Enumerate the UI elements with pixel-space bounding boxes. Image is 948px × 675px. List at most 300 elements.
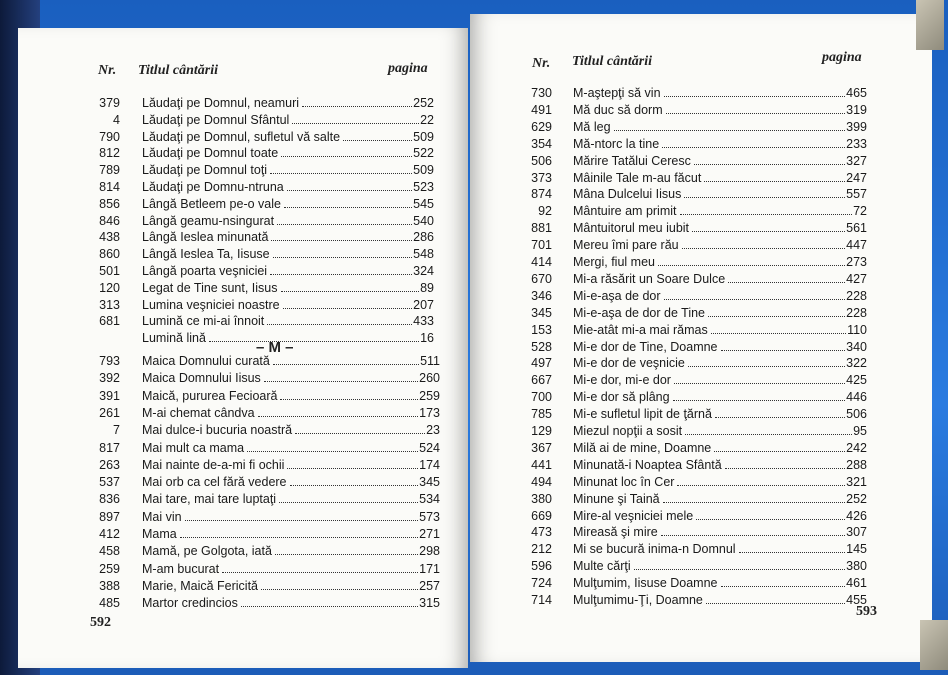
song-title: Mâna Dulcelui Iisus [573, 187, 682, 202]
leader-dots [634, 568, 845, 570]
leader-dots [273, 256, 413, 258]
leader-dots [658, 264, 845, 266]
leader-dots [258, 415, 419, 417]
song-number: 537 [99, 475, 120, 490]
song-title: Mai orb ca cel fără vedere [142, 475, 287, 490]
song-title: Lângă poarta veşniciei [142, 264, 268, 278]
song-number: 681 [99, 314, 120, 329]
song-page: 399 [846, 119, 867, 134]
index-row [520, 542, 867, 558]
song-page: 174 [419, 457, 440, 472]
song-title: Mi se bucură inima-n Domnul [573, 542, 736, 557]
song-title: Maica Domnului curată [142, 354, 270, 368]
leader-dots [680, 213, 853, 215]
index-row [520, 238, 867, 254]
leader-dots [662, 146, 845, 148]
index-row [88, 314, 434, 330]
song-title: Mai vin [142, 509, 182, 524]
song-number: 491 [531, 102, 552, 117]
leader-dots [275, 553, 418, 555]
leader-dots [222, 571, 418, 573]
song-page: 573 [419, 509, 440, 524]
leader-dots [270, 172, 412, 174]
leader-dots [292, 122, 419, 124]
song-number: 860 [99, 247, 120, 262]
song-title: Mamă, pe Golgota, iată [142, 544, 272, 559]
song-page: 252 [413, 96, 434, 110]
song-number: 438 [99, 230, 120, 245]
song-page: 22 [420, 112, 434, 127]
song-title: Mi-e-aşa de dor de Tine [573, 305, 706, 320]
song-page: 319 [846, 102, 867, 117]
leader-dots [281, 155, 412, 157]
song-number: 392 [99, 371, 120, 386]
page-number-right: 593 [856, 604, 877, 619]
song-title: Lăudaţi pe Domnu-ntruna [142, 180, 284, 194]
song-title: Mereu îmi pare rău [573, 238, 679, 253]
song-number: 881 [531, 221, 552, 236]
leader-dots [295, 432, 425, 434]
index-row [88, 527, 440, 543]
song-page: 145 [846, 542, 867, 557]
song-title: M-am bucurat [142, 561, 220, 576]
song-number: 380 [531, 491, 552, 506]
song-number: 345 [531, 305, 552, 320]
song-title: Maică, pururea Fecioară [142, 388, 278, 403]
song-number: 667 [531, 373, 552, 388]
leader-dots [287, 189, 412, 191]
song-number: 730 [531, 86, 552, 100]
song-title: Mâinile Tale m-au făcut [573, 170, 702, 185]
header-page: pagina [822, 50, 862, 65]
song-title: Marie, Maică Fericită [142, 578, 258, 593]
song-number: 473 [531, 525, 552, 540]
song-number: 346 [531, 288, 552, 303]
index-row [520, 559, 867, 575]
song-number: 261 [99, 405, 120, 420]
leader-dots [673, 399, 846, 401]
song-title: Lăudaţi pe Domnul, sufletul vă salte [142, 129, 341, 144]
song-page: 433 [413, 314, 434, 329]
song-title: M-ai chemat cândva [142, 405, 255, 420]
song-title: Lăudaţi pe Domnul, neamuri [142, 96, 300, 110]
song-number: 700 [531, 390, 552, 405]
leader-dots [714, 450, 845, 452]
leader-dots [209, 340, 419, 342]
index-row [520, 475, 867, 491]
song-page: 340 [846, 339, 867, 354]
song-title: Multe cărţi [573, 559, 631, 574]
song-title: Mai nainte de-a-mi fi ochii [142, 457, 285, 472]
index-row [88, 96, 434, 112]
song-page: 506 [846, 407, 867, 422]
song-number: 856 [99, 196, 120, 211]
song-page: 207 [413, 297, 434, 312]
song-page: 534 [419, 492, 440, 507]
leader-dots [290, 484, 419, 486]
song-title: Mulţumim, Iisuse Doamne [573, 576, 718, 591]
index-row [520, 424, 867, 440]
song-page: 455 [846, 593, 867, 607]
song-page: 72 [853, 204, 867, 219]
section-letter-m: – M – [256, 339, 294, 356]
song-page: 540 [413, 213, 434, 228]
song-number: 494 [531, 474, 552, 489]
index-row [520, 154, 867, 170]
song-page: 427 [846, 271, 867, 286]
song-page: 260 [419, 371, 440, 386]
metal-corner-bottom [920, 620, 948, 670]
index-row [520, 137, 867, 153]
song-title: Minunată-i Noaptea Sfântă [573, 457, 722, 472]
song-title: Lumină ce mi-ai înnoit [142, 314, 265, 329]
index-row [88, 354, 440, 370]
index-row [520, 171, 867, 187]
song-title: Milă ai de mine, Doamne [573, 440, 712, 455]
song-title: Mântuitorul meu iubit [573, 221, 690, 236]
leader-dots [663, 501, 846, 503]
song-number: 817 [99, 440, 120, 455]
song-number: 497 [531, 356, 552, 371]
song-number: 153 [531, 322, 552, 337]
song-page: 307 [846, 525, 867, 540]
leader-dots [284, 206, 412, 208]
index-row [88, 441, 440, 457]
song-page: 16 [420, 331, 434, 346]
metal-corner-top [916, 0, 944, 50]
song-page: 511 [420, 354, 440, 368]
song-page: 298 [419, 544, 440, 559]
song-number: 701 [531, 238, 552, 253]
song-title: Mă leg [573, 119, 611, 134]
song-title: Mireasă şi mire [573, 525, 658, 540]
song-title: Minunat loc în Cer [573, 474, 675, 489]
index-row [88, 146, 434, 162]
song-title: Mi-e sufletul lipit de ţărnă [573, 407, 712, 422]
leader-dots [280, 398, 418, 400]
song-page: 446 [846, 390, 867, 405]
song-title: Mulţumimu-Ţi, Doamne [573, 593, 703, 607]
song-title: Mie-atât mi-a mai rămas [573, 322, 708, 337]
header-title: Titlul cântării [138, 63, 218, 78]
song-title: Lăudaţi pe Domnul Sfântul [142, 112, 290, 127]
index-row [88, 423, 440, 439]
song-page: 509 [413, 129, 434, 144]
song-title: Lângă Betleem pe-o vale [142, 196, 281, 211]
page-number-left: 592 [90, 615, 111, 630]
index-row [520, 340, 867, 356]
header-nr: Nr. [98, 63, 117, 78]
index-row [88, 214, 434, 230]
song-number: 379 [99, 96, 120, 110]
index-row [88, 544, 440, 560]
leader-dots [277, 223, 412, 225]
leader-dots [271, 239, 412, 241]
song-page: 322 [846, 356, 867, 371]
song-title: Mire-al veşniciei mele [573, 508, 694, 523]
song-number: 263 [99, 457, 120, 472]
leader-dots [715, 416, 845, 418]
song-number: 528 [531, 339, 552, 354]
right-page [470, 14, 932, 662]
song-page: 425 [846, 373, 867, 388]
leader-dots [694, 163, 845, 165]
song-page: 327 [846, 153, 867, 168]
song-page: 259 [419, 388, 440, 403]
song-number: 92 [538, 204, 552, 219]
song-page: 252 [846, 491, 867, 506]
song-number: 785 [531, 407, 552, 422]
leader-dots [302, 105, 412, 107]
song-title: Mai dulce-i bucuria noastră [142, 423, 293, 438]
song-title: Mă duc să dorm [573, 102, 663, 117]
leader-dots [270, 273, 412, 275]
song-page: 324 [413, 264, 434, 278]
header-page: pagina [388, 61, 428, 76]
index-row [520, 492, 867, 508]
song-page: 89 [420, 280, 434, 295]
song-page: 465 [846, 86, 867, 100]
song-number: 388 [99, 578, 120, 593]
leader-dots [241, 605, 418, 607]
index-row [88, 562, 440, 578]
song-page: 95 [853, 424, 867, 438]
leader-dots [684, 196, 845, 198]
leader-dots [666, 112, 846, 114]
song-number: 4 [113, 112, 120, 127]
index-row [520, 441, 867, 457]
song-title: Lângă Ieslea minunată [142, 230, 269, 245]
song-number: 412 [99, 527, 120, 541]
song-page: 273 [846, 255, 867, 269]
song-title: Lângă Ieslea Ta, Iisuse [142, 247, 270, 262]
song-page: 461 [846, 576, 867, 591]
song-number: 7 [113, 423, 120, 438]
song-number: 120 [99, 280, 120, 295]
leader-dots [682, 247, 846, 249]
index-row [88, 579, 440, 595]
song-number: 501 [99, 264, 120, 278]
song-page: 545 [413, 196, 434, 211]
song-page: 557 [846, 187, 867, 202]
index-row [520, 255, 867, 271]
song-page: 524 [419, 440, 440, 455]
song-number: 259 [99, 561, 120, 576]
leader-dots [739, 551, 846, 553]
song-page: 561 [846, 221, 867, 236]
song-number: 790 [99, 129, 120, 144]
song-page: 228 [846, 288, 867, 303]
leader-dots [283, 307, 413, 309]
header-title: Titlul cântării [572, 54, 652, 69]
song-number: 458 [99, 544, 120, 559]
leader-dots [728, 281, 845, 283]
song-title: Lumină lină [142, 331, 206, 346]
song-number: 874 [531, 187, 552, 202]
song-title: Mama [142, 527, 177, 541]
song-page: 257 [419, 578, 440, 593]
song-page: 380 [846, 559, 867, 574]
song-title: Maica Domnului Iisus [142, 371, 261, 386]
leader-dots [664, 95, 846, 97]
song-page: 110 [847, 322, 867, 337]
song-number: 441 [531, 457, 552, 472]
index-row [88, 458, 440, 474]
index-row [520, 593, 867, 609]
song-title: Mai tare, mai tare luptaţi [142, 492, 277, 507]
index-row [520, 373, 867, 389]
index-row [88, 197, 434, 213]
song-page: 522 [413, 146, 434, 161]
leader-dots [273, 363, 419, 365]
song-number: 354 [531, 136, 552, 151]
song-page: 523 [413, 180, 434, 194]
song-number: 414 [531, 255, 552, 269]
leader-dots [661, 534, 845, 536]
index-row [520, 289, 867, 305]
song-number: 793 [99, 354, 120, 368]
song-page: 447 [846, 238, 867, 253]
index-row [520, 323, 867, 339]
song-page: 242 [846, 440, 867, 455]
index-row [520, 509, 867, 525]
leader-dots [708, 315, 845, 317]
index-row [88, 389, 440, 405]
song-title: Mi-e dor de Tine, Doamne [573, 339, 718, 354]
index-row [520, 390, 867, 406]
index-row [520, 187, 867, 203]
index-row [88, 371, 440, 387]
song-page: 315 [419, 596, 440, 611]
leader-dots [704, 180, 845, 182]
song-number: 596 [531, 559, 552, 574]
leader-dots [685, 433, 852, 435]
song-title: Mărire Tatălui Ceresc [573, 153, 691, 168]
song-title: Martor credincios [142, 596, 238, 611]
song-number: 846 [99, 213, 120, 228]
leader-dots [674, 382, 845, 384]
song-page: 233 [846, 136, 867, 151]
song-title: Mă-ntorc la tine [573, 136, 660, 151]
leader-dots [279, 501, 418, 503]
song-page: 247 [846, 170, 867, 185]
song-title: Mi-e dor, mi-e dor [573, 373, 671, 388]
index-row [88, 113, 434, 129]
index-row [88, 180, 434, 196]
index-row [88, 475, 440, 491]
leader-dots [696, 518, 845, 520]
index-row [520, 458, 867, 474]
index-row [88, 130, 434, 146]
leader-dots [267, 323, 412, 325]
song-number: 367 [531, 440, 552, 455]
song-title: Mi-e-aşa de dor [573, 288, 661, 303]
song-page: 171 [419, 561, 440, 576]
song-number: 836 [99, 492, 120, 507]
song-number: 313 [99, 297, 120, 312]
leader-dots [706, 602, 845, 604]
left-page [18, 28, 468, 668]
song-number: 714 [531, 593, 552, 607]
song-title: Lăudaţi pe Domnul toţi [142, 163, 268, 178]
song-page: 23 [426, 423, 440, 438]
leader-dots [721, 585, 846, 587]
song-number: 391 [99, 388, 120, 403]
song-number: 629 [531, 119, 552, 134]
song-title: Lăudaţi pe Domnul toate [142, 146, 279, 161]
song-number: 129 [531, 424, 552, 438]
leader-dots [185, 519, 419, 521]
leader-dots [614, 129, 846, 131]
index-row [520, 120, 867, 136]
leader-dots [261, 588, 418, 590]
song-page: 288 [846, 457, 867, 472]
song-page: 271 [419, 527, 440, 541]
index-row [520, 221, 867, 237]
song-page: 345 [419, 475, 440, 490]
song-title: Mi-e dor să plâng [573, 390, 670, 405]
song-number: 373 [531, 170, 552, 185]
leader-dots [692, 230, 845, 232]
song-page: 509 [413, 163, 434, 178]
song-page: 173 [419, 405, 440, 420]
leader-dots [664, 298, 846, 300]
index-row [520, 525, 867, 541]
song-title: Lângă geamu-nsingurat [142, 213, 275, 228]
index-row [88, 247, 434, 263]
song-title: Mi-a răsărit un Soare Dulce [573, 271, 726, 286]
index-row [520, 356, 867, 372]
song-number: 506 [531, 153, 552, 168]
leader-dots [264, 380, 418, 382]
index-row [520, 306, 867, 322]
index-row [520, 204, 867, 220]
header-nr: Nr. [532, 56, 551, 71]
leader-dots [711, 332, 846, 334]
song-page: 321 [846, 474, 867, 489]
song-page: 426 [846, 508, 867, 523]
leader-dots [247, 450, 418, 452]
song-title: Mi-e dor de veşnicie [573, 356, 685, 371]
leader-dots [721, 349, 846, 351]
index-row [88, 596, 440, 612]
song-title: Mergi, fiul meu [573, 255, 655, 269]
index-row [520, 103, 867, 119]
song-number: 897 [99, 509, 120, 524]
song-number: 814 [99, 180, 120, 194]
index-row [88, 230, 434, 246]
song-number: 670 [531, 271, 552, 286]
song-title: Legat de Tine sunt, Iisus [142, 280, 278, 295]
song-title: Lumina veşniciei noastre [142, 297, 280, 312]
index-row [520, 86, 867, 102]
song-number: 724 [531, 576, 552, 591]
song-page: 548 [413, 247, 434, 262]
leader-dots [180, 536, 418, 538]
leader-dots [343, 139, 412, 141]
leader-dots [688, 365, 845, 367]
leader-dots [287, 467, 418, 469]
index-row [520, 576, 867, 592]
leader-dots [725, 467, 845, 469]
song-number: 485 [99, 596, 120, 611]
index-row [88, 492, 440, 508]
song-title: Mai mult ca mama [142, 440, 245, 455]
song-number: 789 [99, 163, 120, 178]
song-title: M-aştepţi să vin [573, 86, 661, 100]
song-title: Mântuire am primit [573, 204, 677, 219]
leader-dots [281, 290, 420, 292]
